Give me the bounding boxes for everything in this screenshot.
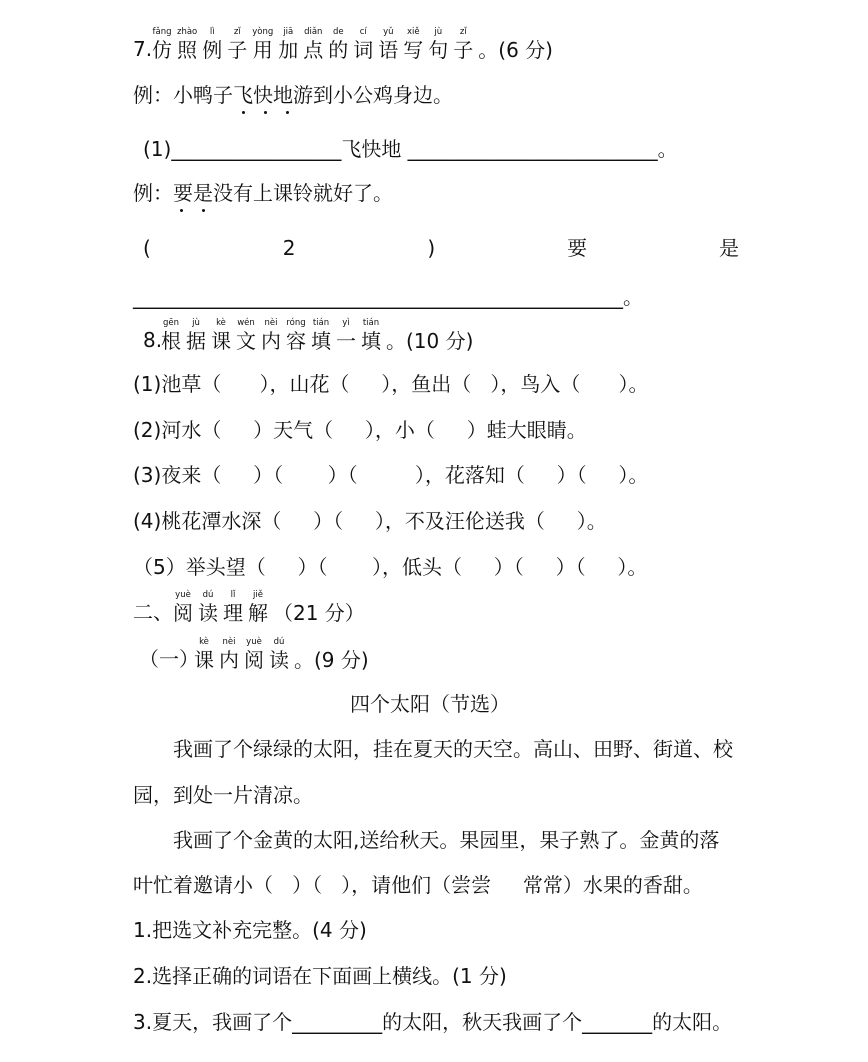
- pinyin: kè: [199, 637, 209, 647]
- ruby-char: [186, 318, 206, 354]
- pinyin: yòng: [252, 27, 274, 37]
- ruby-char: [303, 27, 323, 63]
- q8-item-2: (2)河水（ ）天气（ ），小（ ）蛙大眼睛。: [133, 418, 587, 442]
- pinyin: nèi: [222, 637, 236, 647]
- pinyin: yǔ: [383, 27, 394, 37]
- ruby-char: [161, 318, 181, 354]
- ruby-char: [202, 27, 222, 63]
- hanzi: 例: [202, 38, 223, 62]
- ruby-char: [248, 590, 268, 626]
- pinyin: jiā: [283, 27, 294, 37]
- hanzi: 仿: [152, 38, 172, 62]
- pinyin: kè: [216, 318, 226, 328]
- hanzi: 词: [353, 38, 374, 62]
- hanzi: 阅: [173, 601, 193, 625]
- passage-title: 四个太阳（节选）: [350, 692, 510, 716]
- title-suffix: 。(10 分): [386, 329, 474, 353]
- q7-example-2: 例：要是没有上课铃就好了。: [133, 181, 393, 205]
- pinyin: zǐ: [233, 27, 241, 37]
- question-1: 1.把选文补充完整。(4 分): [133, 918, 367, 942]
- q7-prefix: 7.: [133, 37, 153, 61]
- ruby-char: [428, 27, 448, 63]
- ruby-char: [286, 318, 306, 354]
- hanzi: 理: [223, 601, 243, 625]
- q7-example-1: 例：小鸭子飞快地游到小公鸡身边。: [133, 83, 453, 107]
- emphasis-dot: [286, 111, 289, 114]
- hanzi: 读: [198, 601, 218, 625]
- hanzi: 的: [328, 38, 349, 62]
- hanzi: 加: [278, 38, 299, 62]
- ruby-char: [198, 590, 218, 626]
- ruby-char: [278, 27, 298, 63]
- ruby-char: [353, 27, 373, 63]
- passage-p1-line2: 园，到处一片清凉。: [133, 783, 313, 807]
- emphasis-dot: [202, 209, 205, 212]
- title-suffix: 。(9 分): [294, 648, 369, 672]
- emphasis-dot: [180, 209, 183, 212]
- passage-p1-line1: 我画了个绿绿的太阳，挂在夏天的天空。高山、田野、街道、校: [173, 737, 733, 761]
- q8-item-1: (1)池草（ ），山花（ ），鱼出（ ），鸟入（ ）。: [133, 372, 649, 396]
- hanzi: 课: [194, 648, 214, 672]
- ruby-char: [311, 318, 331, 354]
- emphasis-dot: [264, 111, 267, 114]
- sub1-prefix: （一）: [139, 647, 199, 671]
- ruby-char: [236, 318, 256, 354]
- ruby-char: [194, 637, 214, 673]
- hanzi: 阅: [244, 648, 264, 672]
- pinyin: gēn: [162, 318, 179, 328]
- ruby-char: [453, 27, 473, 63]
- hanzi: 解: [248, 601, 268, 625]
- pinyin: yuè: [175, 590, 191, 600]
- ruby-char: [269, 637, 289, 673]
- sec2-prefix: 二、: [133, 600, 173, 624]
- q8-item-5: （5）举头望（ ）（ ），低头（ ）（ ）（ ）。: [133, 555, 648, 579]
- hanzi: 点: [303, 38, 324, 62]
- pinyin: tián: [362, 318, 380, 328]
- question-3: 3.夏天，我画了个_________的太阳，秋天我画了个_______的太阳。: [133, 1010, 733, 1034]
- hanzi: 照: [177, 38, 198, 62]
- title-suffix: 。(6 分): [478, 38, 553, 62]
- passage-p2-line2: 叶忙着邀请小（ ）（ ），请他们（尝尝 常常）水果的香甜。: [133, 873, 703, 897]
- pinyin: wén: [237, 318, 255, 328]
- q7-title-ruby: [152, 27, 553, 63]
- pinyin: fǎng: [152, 27, 172, 37]
- hanzi: 据: [186, 329, 206, 353]
- pinyin: yì: [342, 318, 350, 328]
- pinyin: dú: [202, 590, 214, 600]
- q8-item-3: (3)夜来（ ）（ ）（ ），花落知（ ）（ ）。: [133, 463, 649, 487]
- hanzi: 子: [453, 38, 474, 62]
- ruby-char: [361, 318, 381, 354]
- q8-title-ruby: [161, 318, 473, 354]
- hanzi: 子: [227, 38, 248, 62]
- ruby-char: [173, 590, 193, 626]
- sec2-title-ruby: [173, 590, 365, 626]
- ruby-char: [223, 590, 243, 626]
- sub1-title-ruby: [194, 637, 369, 673]
- pinyin: jiě: [253, 590, 263, 600]
- hanzi: 读: [269, 648, 289, 672]
- ruby-char: [227, 27, 247, 63]
- pinyin: lǐ: [230, 590, 236, 600]
- hanzi: 语: [378, 38, 399, 62]
- pinyin: dú: [273, 637, 285, 647]
- q7-answer-line-2: ( 2 ) 要 是: [143, 236, 739, 260]
- hanzi: 填: [311, 329, 331, 353]
- ruby-char: [244, 637, 264, 673]
- hanzi: 根: [161, 329, 181, 353]
- hanzi: 文: [236, 329, 256, 353]
- ruby-char: [378, 27, 398, 63]
- pinyin: jù: [434, 27, 443, 37]
- pinyin: jù: [192, 318, 200, 328]
- hanzi: 课: [211, 329, 231, 353]
- hanzi: 内: [219, 648, 239, 672]
- pinyin: lì: [209, 27, 215, 37]
- passage-p2-line1: 我画了个金黄的太阳,送给秋天。果园里，果子熟了。金黄的落: [173, 828, 720, 852]
- q7-answer-blank-2: _________________________________________________。: [133, 285, 643, 309]
- pinyin: yuè: [246, 637, 262, 647]
- pinyin: xiě: [406, 27, 420, 37]
- ruby-char: [177, 27, 197, 63]
- question-2: 2.选择正确的词语在下面画上横线。(1 分): [133, 964, 507, 988]
- hanzi: 填: [361, 329, 381, 353]
- q7-answer-line-1: (1)_________________飞快地 _________________________。: [143, 137, 678, 161]
- ruby-char: [328, 27, 348, 63]
- ruby-char: [336, 318, 356, 354]
- hanzi: 句: [428, 38, 449, 62]
- hanzi: 容: [286, 329, 306, 353]
- pinyin: zǐ: [459, 27, 467, 37]
- hanzi: 一: [336, 329, 356, 353]
- q8-prefix: 8.: [143, 328, 163, 352]
- pinyin: tián: [312, 318, 330, 328]
- pinyin: diǎn: [304, 27, 323, 37]
- q8-item-4: (4)桃花潭水深（ ）（ ），不及汪伦送我（ ）。: [133, 509, 607, 533]
- pinyin: nèi: [264, 318, 278, 328]
- hanzi: 内: [261, 329, 281, 353]
- ruby-char: [261, 318, 281, 354]
- ruby-char: [211, 318, 231, 354]
- title-suffix: （21 分）: [273, 601, 365, 625]
- pinyin: róng: [286, 318, 306, 328]
- hanzi: 写: [403, 38, 424, 62]
- pinyin: zhào: [177, 27, 198, 37]
- pinyin: cí: [359, 27, 367, 37]
- pinyin: de: [332, 27, 344, 37]
- ruby-char: [252, 27, 273, 63]
- ruby-char: [403, 27, 423, 63]
- emphasis-dot: [242, 111, 245, 114]
- hanzi: 用: [252, 38, 273, 62]
- ruby-char: [219, 637, 239, 673]
- ruby-char: [152, 27, 172, 63]
